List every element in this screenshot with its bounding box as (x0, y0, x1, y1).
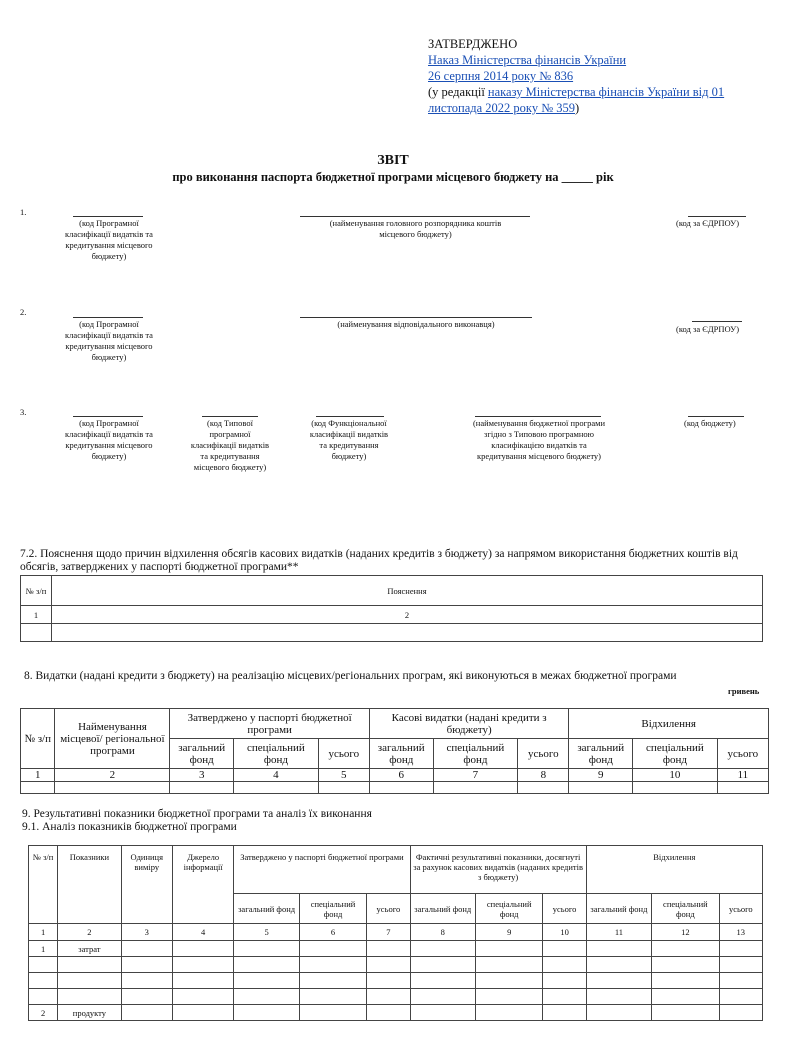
num-cell: 4 (172, 924, 233, 941)
h-num: № з/п (21, 709, 55, 769)
empty-cell[interactable] (299, 973, 366, 989)
empty-cell[interactable] (55, 782, 170, 794)
num-cell: 4 (234, 769, 319, 782)
section1-num: 1. (20, 207, 27, 217)
empty-cell[interactable] (410, 957, 475, 973)
num-cell: 2 (55, 769, 170, 782)
section3-budget-line (688, 416, 744, 417)
h-deviation: Відхилення (569, 709, 769, 739)
section3-budget-label: (код бюджету) (684, 418, 736, 428)
num-cell: 2 (58, 924, 121, 941)
section72-title: 7.2. Пояснення щодо причин відхилення обсягів касових видатків (наданих кредитів з бюджету) за напрямом використання бюджетних коштів від обсягів, затверджених у паспорті бюджетної програми** (20, 548, 738, 573)
empty-cell[interactable] (367, 1005, 410, 1021)
sub-general: загальний фонд (410, 894, 475, 924)
num-cell: 5 (234, 924, 299, 941)
section3-code-line (73, 416, 143, 417)
num-cell: 10 (633, 769, 718, 782)
section2-edrpou-line (692, 321, 742, 322)
num-cell: 12 (652, 924, 719, 941)
section1-name-label: (найменування головного розпорядника коштів місцевого бюджету) (329, 218, 502, 239)
empty-cell[interactable] (652, 941, 719, 957)
empty-cell[interactable] (410, 973, 475, 989)
empty-cell[interactable] (475, 973, 542, 989)
empty-cell[interactable] (367, 989, 410, 1005)
section2-name-label: (найменування відповідального виконавця) (337, 319, 495, 329)
empty-cell[interactable] (318, 782, 369, 794)
empty-cell[interactable] (586, 957, 651, 973)
section3-typical-label: (код Типової програмної класифікації видатків та кредитування місцевого бюджету) (190, 418, 270, 472)
empty-cell[interactable] (299, 989, 366, 1005)
edition-suffix: ) (575, 101, 580, 115)
section3-num: 3. (20, 407, 27, 417)
num-cell: 3 (170, 769, 234, 782)
section1-edrpou-label: (код за ЄДРПОУ) (676, 218, 740, 228)
section2-name-line (300, 317, 532, 318)
explanation-table (20, 575, 763, 642)
programs-table (20, 708, 769, 794)
num-cell: 8 (518, 769, 569, 782)
num-cell: 3 (121, 924, 172, 941)
h-approved: Затверджено у паспорті бюджетної програми (234, 846, 410, 894)
order-link[interactable]: Наказ Міністерства фінансів України (428, 53, 627, 67)
empty-cell[interactable] (719, 973, 762, 989)
empty-cell[interactable] (29, 989, 58, 1005)
section1-code-label: (код Програмної класифікації видатків та кредитування місцевого бюджету) (65, 218, 153, 261)
h-unit: Одиниця виміру (121, 846, 172, 924)
section1-name-line (300, 216, 530, 217)
empty-cell[interactable] (234, 989, 299, 1005)
empty-cell[interactable] (172, 989, 233, 1005)
section1-edrpou-line (688, 216, 746, 217)
empty-cell[interactable] (586, 1005, 651, 1021)
section9-title: 9. Результативні показники бюджетної програми та аналіз їх виконання (22, 808, 372, 820)
empty-cell[interactable] (433, 782, 518, 794)
empty-cell[interactable] (586, 973, 651, 989)
num-cell: 9 (475, 924, 542, 941)
h-name: Найменування місцевої/ регіональної програми (55, 709, 170, 769)
sub-special: спеціальний фонд (234, 739, 319, 769)
sub-general: загальний фонд (234, 894, 299, 924)
empty-cell[interactable] (543, 1005, 586, 1021)
approval-title: ЗАТВЕРДЖЕНО (428, 37, 518, 51)
empty-cell[interactable] (234, 1005, 299, 1021)
sub-special: спеціальний фонд (633, 739, 718, 769)
edition-link-cont[interactable]: листопада 2022 року № 359 (428, 101, 575, 115)
empty-cell[interactable] (299, 957, 366, 973)
empty-cell[interactable] (410, 1005, 475, 1021)
empty-cell[interactable] (652, 957, 719, 973)
section2-edrpou-label: (код за ЄДРПОУ) (676, 324, 740, 334)
h-deviation: Відхилення (586, 846, 762, 894)
section2-code-label: (код Програмної класифікації видатків та кредитування місцевого бюджету) (65, 319, 153, 362)
empty-cell[interactable] (172, 957, 233, 973)
empty-cell[interactable] (172, 941, 233, 957)
sub-general: загальний фонд (586, 894, 651, 924)
empty-cell[interactable] (369, 782, 433, 794)
num-cell: 10 (543, 924, 586, 941)
empty-cell[interactable] (367, 973, 410, 989)
empty-cell[interactable] (58, 989, 121, 1005)
empty-cell[interactable] (543, 973, 586, 989)
empty-cell[interactable] (367, 941, 410, 957)
empty-cell[interactable] (543, 941, 586, 957)
empty-cell[interactable] (172, 973, 233, 989)
empty-cell[interactable] (21, 624, 52, 642)
empty-cell[interactable] (121, 1005, 172, 1021)
sub-total: усього (543, 894, 586, 924)
num-cell: 11 (586, 924, 651, 941)
empty-cell[interactable] (234, 973, 299, 989)
approval-block (428, 36, 758, 116)
empty-cell[interactable] (410, 989, 475, 1005)
sub-general: загальний фонд (369, 739, 433, 769)
edition-prefix: (у редакції (428, 85, 488, 99)
num-cell: 6 (299, 924, 366, 941)
empty-cell[interactable] (234, 957, 299, 973)
num-cell: 8 (410, 924, 475, 941)
empty-cell[interactable] (719, 957, 762, 973)
section91-subtitle: 9.1. Аналіз показників бюджетної програми (22, 821, 237, 833)
report-title: ЗВІТ (377, 153, 409, 168)
empty-cell[interactable] (29, 973, 58, 989)
h-actual: Фактичні результативні показники, досягнуті за рахунок касових видатків (наданих кредитів з бюджету) (410, 846, 586, 894)
sub-total: усього (717, 739, 768, 769)
edition-link[interactable]: наказу Міністерства фінансів України від 01 (487, 85, 725, 99)
num-cell: 11 (717, 769, 768, 782)
num-cell: 6 (369, 769, 433, 782)
empty-cell[interactable] (569, 782, 633, 794)
empty-cell[interactable] (475, 957, 542, 973)
col-num-header: № з/п (21, 576, 52, 606)
empty-cell[interactable] (633, 782, 718, 794)
empty-cell[interactable] (52, 624, 763, 642)
empty-cell[interactable] (543, 957, 586, 973)
sub-general: загальний фонд (170, 739, 234, 769)
empty-cell[interactable] (234, 782, 319, 794)
row-explanation: 2 (52, 606, 763, 624)
empty-cell[interactable] (299, 941, 366, 957)
empty-cell[interactable] (410, 941, 475, 957)
section1-code-line (73, 216, 143, 217)
num-cell: 7 (367, 924, 410, 941)
order-date-link[interactable]: 26 серпня 2014 року № 836 (428, 69, 574, 83)
h-approved: Затверджено у паспорті бюджетної програми (170, 709, 370, 739)
empty-cell[interactable] (586, 941, 651, 957)
empty-cell[interactable] (586, 989, 651, 1005)
empty-cell[interactable] (543, 989, 586, 1005)
empty-cell[interactable] (719, 941, 762, 957)
row-num: 2 (29, 1005, 58, 1021)
num-cell: 5 (318, 769, 369, 782)
empty-cell[interactable] (367, 957, 410, 973)
sub-general: загальний фонд (569, 739, 633, 769)
empty-cell[interactable] (652, 989, 719, 1005)
empty-cell[interactable] (172, 1005, 233, 1021)
empty-cell[interactable] (719, 989, 762, 1005)
col-explanation-header: Пояснення (52, 576, 763, 606)
empty-cell[interactable] (58, 973, 121, 989)
h-source: Джерело інформації (172, 846, 233, 924)
sub-total: усього (719, 894, 762, 924)
empty-cell[interactable] (518, 782, 569, 794)
h-indicators: Показники (58, 846, 121, 924)
empty-cell[interactable] (719, 1005, 762, 1021)
empty-cell[interactable] (21, 782, 55, 794)
sub-special: спеціальний фонд (433, 739, 518, 769)
row-label: затрат (58, 941, 121, 957)
num-cell: 9 (569, 769, 633, 782)
empty-cell[interactable] (652, 973, 719, 989)
empty-cell[interactable] (475, 989, 542, 1005)
num-cell: 7 (433, 769, 518, 782)
section3-typical-line (202, 416, 258, 417)
empty-cell[interactable] (121, 957, 172, 973)
report-subtitle: про виконання паспорта бюджетної програми місцевого бюджету на _____ рік (172, 170, 614, 184)
h-num: № з/п (29, 846, 58, 924)
sub-special: спеціальний фонд (652, 894, 719, 924)
empty-cell[interactable] (170, 782, 234, 794)
sub-total: усього (318, 739, 369, 769)
empty-cell[interactable] (717, 782, 768, 794)
section2-code-line (73, 317, 143, 318)
num-cell: 1 (29, 924, 58, 941)
empty-cell[interactable] (652, 1005, 719, 1021)
h-cash: Касові видатки (надані кредити з бюджету) (369, 709, 569, 739)
indicators-table (28, 845, 763, 1021)
section3-name-label: (найменування бюджетної програми згідно з Типовою програмною класифікацією видатків та кредитування місцевого бюджету) (472, 418, 606, 461)
empty-cell[interactable] (121, 941, 172, 957)
section2-num: 2. (20, 307, 27, 317)
section3-functional-label: (код Функціональної класифікації видатків та кредитування бюджету) (309, 418, 389, 461)
empty-cell[interactable] (234, 941, 299, 957)
num-cell: 13 (719, 924, 762, 941)
empty-cell[interactable] (58, 957, 121, 973)
section3-code-label: (код Програмної класифікації видатків та кредитування місцевого бюджету) (65, 418, 153, 461)
section3-name-line (475, 416, 601, 417)
sub-special: спеціальний фонд (299, 894, 366, 924)
empty-cell[interactable] (475, 1005, 542, 1021)
empty-cell[interactable] (121, 973, 172, 989)
sub-total: усього (518, 739, 569, 769)
empty-cell[interactable] (29, 957, 58, 973)
empty-cell[interactable] (121, 989, 172, 1005)
section3-functional-line (316, 416, 384, 417)
empty-cell[interactable] (475, 941, 542, 957)
section8-unit: гривень (728, 686, 760, 696)
empty-cell[interactable] (299, 1005, 366, 1021)
row-label: продукту (58, 1005, 121, 1021)
num-cell: 1 (21, 769, 55, 782)
section8-title: 8. Видатки (надані кредити з бюджету) на реалізацію місцевих/регіональних програм, які виконуються в межах бюджетної програми (24, 670, 677, 682)
row-num: 1 (21, 606, 52, 624)
sub-total: усього (367, 894, 410, 924)
sub-special: спеціальний фонд (475, 894, 542, 924)
row-num: 1 (29, 941, 58, 957)
